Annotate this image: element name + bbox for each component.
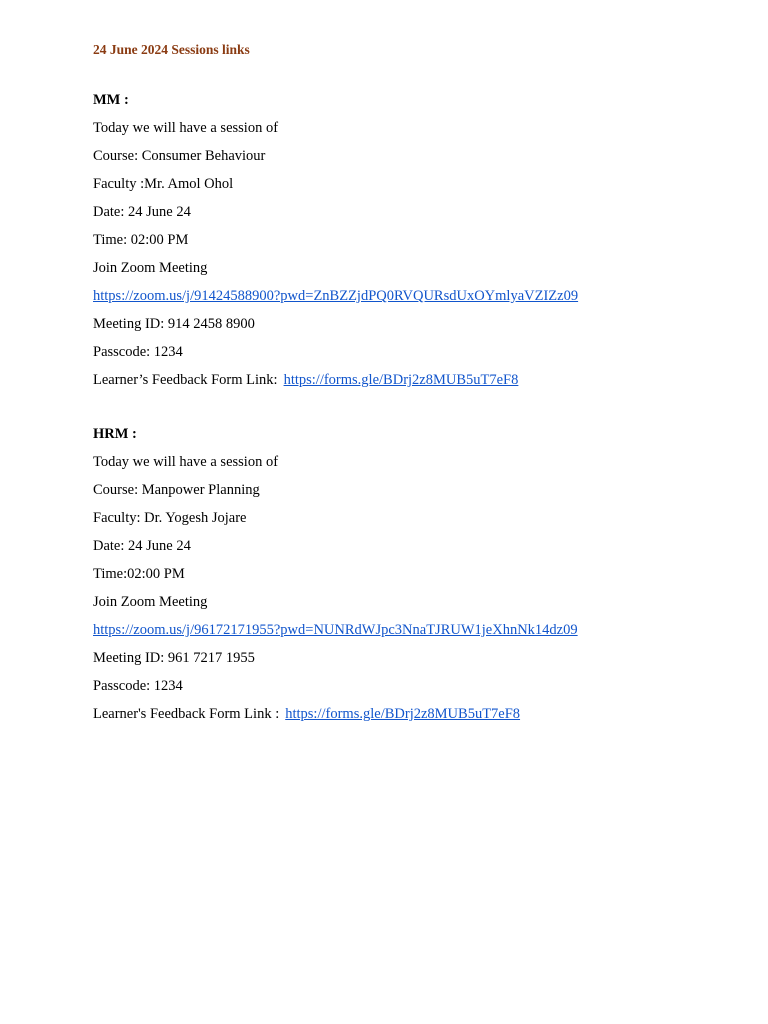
session-hrm [93, 424, 733, 732]
zoom-meeting-link[interactable]: https://zoom.us/j/91424588900?pwd=ZnBZZjdPQ0RVQURsdUxOYmlyaVZIZz09 [93, 288, 579, 304]
section-heading-hrm: HRM : [93, 426, 137, 442]
session-intro: Today we will have a session of [93, 120, 279, 136]
feedback-row [93, 370, 733, 398]
session-mm [93, 90, 733, 398]
feedback-row [93, 704, 733, 732]
faculty-name: Faculty :Mr. Amol Ohol [93, 176, 234, 192]
zoom-link-row [93, 286, 733, 314]
zoom-meeting-link[interactable]: https://zoom.us/j/96172171955?pwd=NUNRdWJpc3NnaTJRUW1jeXhnNk14dz09 [93, 622, 578, 638]
course-name: Course: Manpower Planning [93, 482, 260, 498]
feedback-label: Learner’s Feedback Form Link: [93, 372, 278, 388]
join-zoom-label: Join Zoom Meeting [93, 260, 208, 276]
section-heading-mm: MM : [93, 92, 129, 108]
feedback-label: Learner's Feedback Form Link : [93, 706, 280, 722]
join-zoom-label: Join Zoom Meeting [93, 594, 208, 610]
course-name: Course: Consumer Behaviour [93, 148, 266, 164]
passcode: Passcode: 1234 [93, 678, 183, 694]
session-date: Date: 24 June 24 [93, 204, 191, 220]
feedback-form-link[interactable]: https://forms.gle/BDrj2z8MUB5uT7eF8 [285, 706, 521, 722]
session-intro: Today we will have a session of [93, 454, 279, 470]
session-time: Time:02:00 PM [93, 566, 185, 582]
document-title: 24 June 2024 Sessions links [93, 42, 250, 57]
feedback-form-link[interactable]: https://forms.gle/BDrj2z8MUB5uT7eF8 [283, 372, 519, 388]
session-date: Date: 24 June 24 [93, 538, 191, 554]
zoom-link-row [93, 620, 733, 648]
session-time: Time: 02:00 PM [93, 232, 189, 248]
passcode: Passcode: 1234 [93, 344, 183, 360]
faculty-name: Faculty: Dr. Yogesh Jojare [93, 510, 247, 526]
meeting-id: Meeting ID: 914 2458 8900 [93, 316, 255, 332]
meeting-id: Meeting ID: 961 7217 1955 [93, 650, 255, 666]
